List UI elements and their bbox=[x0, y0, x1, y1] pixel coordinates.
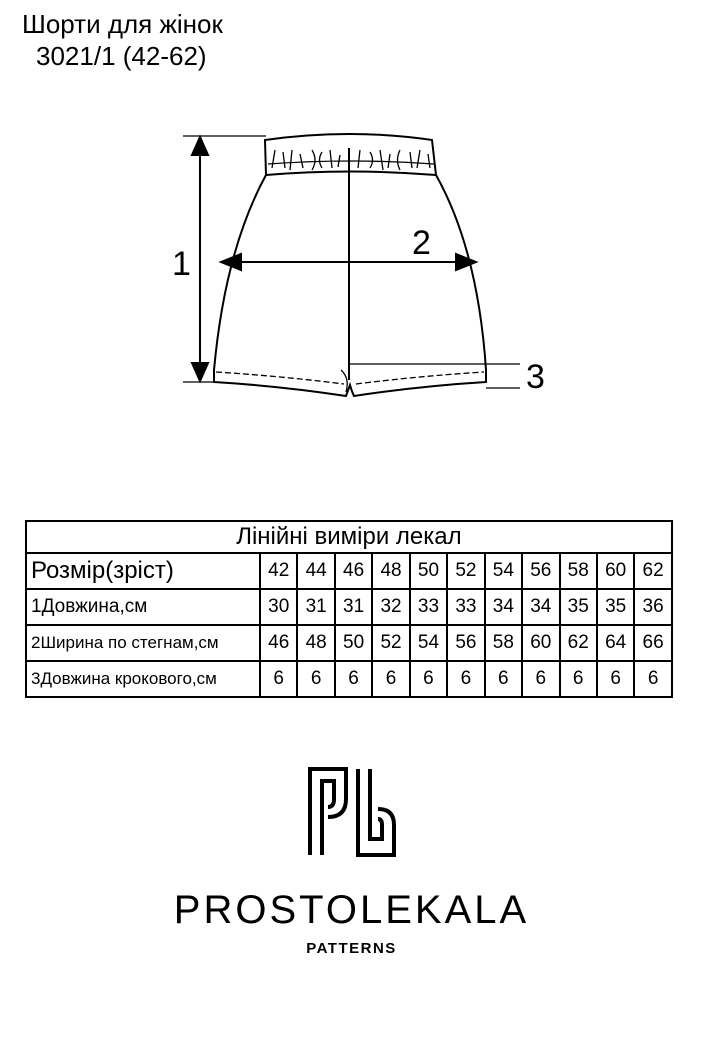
value-cell: 6 bbox=[485, 661, 522, 697]
size-cell: 48 bbox=[372, 553, 409, 589]
product-title: Шорти для жінок bbox=[22, 9, 223, 39]
measure-1-label: 1 bbox=[172, 245, 191, 283]
value-cell: 6 bbox=[522, 661, 559, 697]
size-cell: 60 bbox=[597, 553, 634, 589]
value-cell: 35 bbox=[560, 589, 597, 625]
value-cell: 35 bbox=[597, 589, 634, 625]
value-cell: 6 bbox=[335, 661, 372, 697]
value-cell: 62 bbox=[560, 625, 597, 661]
size-cell: 54 bbox=[485, 553, 522, 589]
value-cell: 66 bbox=[634, 625, 671, 661]
row-label-inseam: 3Довжина крокового,см bbox=[26, 661, 260, 697]
table-caption: Лінійні виміри лекал bbox=[26, 521, 672, 553]
table-row-inseam bbox=[26, 661, 672, 697]
value-cell: 36 bbox=[634, 589, 671, 625]
value-cell: 31 bbox=[335, 589, 372, 625]
shorts-technical-drawing bbox=[0, 120, 703, 410]
size-cell: 52 bbox=[447, 553, 484, 589]
size-cell: 62 bbox=[634, 553, 671, 589]
pl-monogram-icon bbox=[306, 765, 398, 857]
value-cell: 30 bbox=[260, 589, 297, 625]
value-cell: 33 bbox=[447, 589, 484, 625]
value-cell: 46 bbox=[260, 625, 297, 661]
row-label-size: Розмір(зріст) bbox=[26, 553, 260, 589]
value-cell: 6 bbox=[260, 661, 297, 697]
model-number: 3021/1 (42-62) bbox=[36, 41, 207, 71]
size-cell: 44 bbox=[297, 553, 334, 589]
value-cell: 58 bbox=[485, 625, 522, 661]
value-cell: 32 bbox=[372, 589, 409, 625]
value-cell: 6 bbox=[597, 661, 634, 697]
value-cell: 6 bbox=[560, 661, 597, 697]
value-cell: 6 bbox=[410, 661, 447, 697]
value-cell: 31 bbox=[297, 589, 334, 625]
value-cell: 56 bbox=[447, 625, 484, 661]
value-cell: 54 bbox=[410, 625, 447, 661]
brand-logo-mark bbox=[0, 765, 703, 862]
value-cell: 6 bbox=[372, 661, 409, 697]
size-cell: 58 bbox=[560, 553, 597, 589]
row-label-length: 1Довжина,см bbox=[26, 589, 260, 625]
value-cell: 48 bbox=[297, 625, 334, 661]
value-cell: 6 bbox=[297, 661, 334, 697]
value-cell: 64 bbox=[597, 625, 634, 661]
brand-name: PROSTOLEKALA bbox=[173, 888, 530, 932]
table-row-hip-width bbox=[26, 625, 672, 661]
size-cell: 50 bbox=[410, 553, 447, 589]
value-cell: 6 bbox=[447, 661, 484, 697]
value-cell: 6 bbox=[634, 661, 671, 697]
table-row-length bbox=[26, 589, 672, 625]
value-cell: 50 bbox=[335, 625, 372, 661]
table-row-sizes bbox=[26, 553, 672, 589]
measure-3-label: 3 bbox=[526, 358, 545, 396]
size-cell: 42 bbox=[260, 553, 297, 589]
brand-tagline: PATTERNS bbox=[306, 940, 397, 957]
value-cell: 52 bbox=[372, 625, 409, 661]
value-cell: 60 bbox=[522, 625, 559, 661]
title-block bbox=[22, 8, 223, 72]
measure-2-label: 2 bbox=[412, 224, 431, 262]
measurements-table bbox=[25, 520, 673, 698]
value-cell: 34 bbox=[485, 589, 522, 625]
value-cell: 33 bbox=[410, 589, 447, 625]
value-cell: 34 bbox=[522, 589, 559, 625]
row-label-hip-width: 2Ширина по стегнам,см bbox=[26, 625, 260, 661]
size-cell: 46 bbox=[335, 553, 372, 589]
size-cell: 56 bbox=[522, 553, 559, 589]
